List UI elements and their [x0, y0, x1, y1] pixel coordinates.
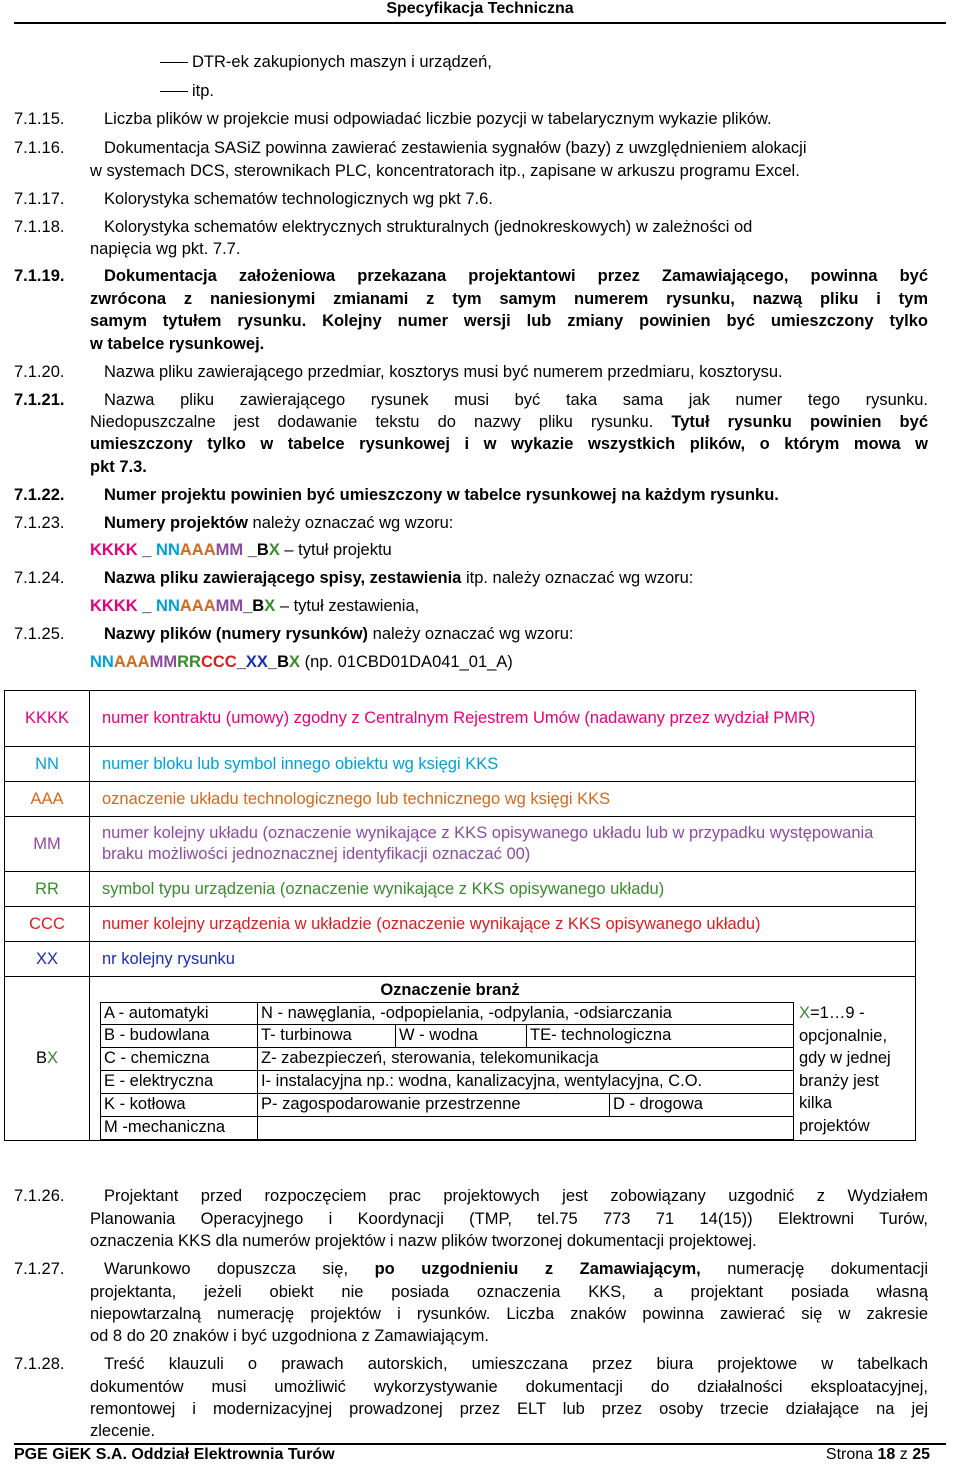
- page-label: Strona: [825, 1446, 878, 1463]
- branza-cell: D - drogowa: [609, 1093, 794, 1117]
- branza-cell: P- zagospodarowanie przestrzenne: [257, 1093, 610, 1117]
- x-note-line: gdy w jednej: [799, 1049, 891, 1067]
- table-row: [5, 782, 916, 817]
- desc-cell: nr kolejny rysunku: [90, 942, 916, 977]
- separator: _B: [267, 653, 289, 671]
- item-text-bold: po uzgodnieniu z Zamawiającym,: [374, 1260, 701, 1278]
- code-mm: MM: [215, 541, 244, 559]
- item-text: Nazwa pliku zawierającego przedmiar, kosztorys musi być numerem przedmiaru, kosztorysu.: [104, 363, 783, 381]
- item-text-bold: Tytuł rysunku powinien być: [671, 413, 928, 431]
- table-row: [5, 907, 916, 942]
- item-number: 7.1.28.: [14, 1355, 65, 1373]
- page-total: 25: [912, 1446, 930, 1463]
- branza-cell: Z- zabezpieczeń, sterowania, telekomunikacja: [257, 1047, 794, 1071]
- code-x: X: [799, 1004, 811, 1022]
- desc-cell: numer kontraktu (umowy) zgodny z Centralnym Rejestrem Umów (nadawany przez wydział PMR): [90, 691, 916, 747]
- item-text: [104, 512, 453, 534]
- item-text-bold: Nazwy plików (numery rysunków): [104, 625, 369, 643]
- table-row: [5, 942, 916, 977]
- table-row: [5, 691, 916, 747]
- page-current: 18: [877, 1446, 896, 1463]
- x-note-line: branży jest: [799, 1071, 879, 1090]
- item-text: [104, 567, 693, 589]
- x-note-line: [799, 1002, 909, 1025]
- format-pattern: [90, 595, 419, 617]
- table-row: [5, 817, 916, 872]
- page-sep: z: [895, 1446, 913, 1463]
- code-b: B: [35, 1049, 47, 1067]
- item-text: umieszczony tylko w tabelce rysunkowej i w wykazie wszystkich plików, o którym mowa w: [90, 435, 928, 453]
- desc-cell: numer kolejny urządzenia w układzie (oznaczenie wynikające z KKS opisywanego układu): [90, 907, 916, 942]
- branze-title: Oznaczenie branż: [380, 981, 520, 999]
- separator: _: [137, 541, 157, 559]
- code-kkkk: KKKK: [90, 597, 138, 615]
- item-text-part: należy oznaczać wg wzoru:: [247, 514, 454, 532]
- desc-cell: symbol typu urządzenia (oznaczenie wynikające z KKS opisywanego układu): [90, 872, 916, 907]
- item-text: od 8 do 20 znaków i być uzgodniona z Zamawiającym.: [90, 1327, 489, 1345]
- separator: _: [236, 653, 246, 671]
- item-text: Numer projektu powinien być umieszczony w tabelce rysunkowej na każdym rysunku.: [104, 486, 779, 504]
- footer-page-number: [826, 1446, 930, 1464]
- item-text: niepowtarzalną numerację projektów i rysunków. Liczba znaków powinna zawierać się w zakresie: [90, 1305, 928, 1323]
- item-text-part: Niedopuszczalne jest dodawanie tekstu do nazwy pliku rysunku.: [90, 413, 672, 431]
- code-nn: NN: [90, 653, 114, 671]
- item-text: napięcia wg pkt. 7.7.: [90, 240, 241, 258]
- item-number: 7.1.15.: [14, 110, 65, 128]
- item-number: 7.1.23.: [14, 514, 65, 532]
- item-text: [90, 411, 928, 433]
- format-pattern: [90, 539, 392, 561]
- code-cell: RR: [5, 872, 90, 907]
- pattern-tail: (np. 01CBD01DA041_01_A): [300, 653, 513, 671]
- item-text: Planowania Operacyjnego i Koordynacji (TMP, tel.75 773 71 14(15)) Elektrowni Turów,: [90, 1210, 928, 1228]
- item-text: [104, 623, 574, 645]
- item-number: 7.1.24.: [14, 569, 65, 587]
- table-row: [5, 872, 916, 907]
- code-cell: [5, 977, 90, 1141]
- code-ccc: CCC: [200, 653, 237, 671]
- code-x: X: [47, 1049, 59, 1067]
- code-nn: NN: [156, 597, 180, 615]
- item-number: 7.1.21.: [14, 391, 65, 409]
- branza-cell: B - budowlana: [100, 1024, 258, 1048]
- item-text: Nazwa pliku zawierającego rysunek musi być taka sama jak numer tego rysunku.: [104, 391, 928, 409]
- item-number: 7.1.20.: [14, 363, 65, 381]
- code-aaa: AAA: [179, 541, 216, 559]
- item-number: 7.1.19.: [14, 267, 65, 285]
- separator: _B: [243, 541, 269, 559]
- code-aaa: AAA: [113, 653, 150, 671]
- item-number: 7.1.16.: [14, 139, 65, 157]
- item-number: 7.1.27.: [14, 1260, 65, 1278]
- bullet-item: itp.: [192, 82, 215, 100]
- code-cell: XX: [5, 942, 90, 977]
- x-note-line: opcjonalnie,: [799, 1026, 888, 1045]
- pattern-tail: – tytuł zestawienia,: [275, 597, 420, 615]
- item-text-part: numerację dokumentacji: [700, 1260, 928, 1278]
- branze-block: [100, 976, 912, 1140]
- code-xx: XX: [245, 653, 268, 671]
- item-text: w systemach DCS, sterownikach PLC, koncentratorach itp., zapisane w arkuszu programu Excel.: [90, 162, 800, 180]
- desc-cell: numer kolejny układu (oznaczenie wynikające z KKS opisywanego układu lub w przypadku występowania braku możliwości jednoznacznej identyfikacji oznaczać 00): [90, 817, 916, 872]
- item-text: [104, 1258, 928, 1280]
- code-x: X: [268, 541, 280, 559]
- branza-cell: T- turbinowa: [257, 1024, 396, 1048]
- branza-cell: TE- technologiczna: [526, 1024, 794, 1048]
- branza-cell: E - elektryczna: [100, 1070, 258, 1094]
- item-text: Liczba plików w projekcie musi odpowiadać liczbie pozycji w tabelarycznym wykazie plików.: [104, 110, 772, 128]
- desc-cell: oznaczenie układu technologicznego lub technicznego wg księgi KKS: [90, 782, 916, 817]
- item-text: Kolorystyka schematów elektrycznych strukturalnych (jednokreskowych) w zależności od: [104, 218, 753, 236]
- item-text-part: Warunkowo dopuszcza się,: [104, 1260, 375, 1278]
- footer-divider: [14, 1443, 946, 1445]
- item-number: 7.1.22.: [14, 486, 65, 504]
- separator: _B: [243, 597, 265, 615]
- code-x: X: [264, 597, 276, 615]
- code-nn: NN: [156, 541, 180, 559]
- header-divider: [14, 22, 946, 24]
- item-text-bold: Nazwa pliku zawierającego spisy, zestawienia: [104, 569, 462, 587]
- branza-cell: K - kotłowa: [100, 1093, 258, 1117]
- x-note: [799, 1002, 909, 1137]
- code-aaa: AAA: [179, 597, 216, 615]
- code-kkkk: KKKK: [90, 541, 138, 559]
- bullet-dash: [160, 62, 188, 63]
- code-cell: AAA: [5, 782, 90, 817]
- item-number: 7.1.17.: [14, 190, 65, 208]
- branza-cell: A - automatyki: [100, 1002, 258, 1025]
- code-x: X: [288, 653, 300, 671]
- code-mm: MM: [149, 653, 178, 671]
- item-text: samym tytułem rysunku. Kolejny numer wersji lub zmiany powinien być umieszczony tylko: [90, 312, 928, 330]
- code-cell: KKKK: [5, 691, 90, 747]
- item-text: pkt 7.3.: [90, 458, 147, 476]
- item-text: zwrócona z naniesionymi zmianami z tym samym numerem rysunku, nazwą pliku i tym: [90, 290, 928, 308]
- item-text: Projektant przed rozpoczęciem prac projektowych jest zobowiązany uzgodnić z Wydziałem: [104, 1187, 928, 1205]
- item-text: projektanta, jeżeli obiekt nie posiada oznaczenia KKS, a projektant posiada własną: [90, 1283, 928, 1301]
- bullet-item: DTR-ek zakupionych maszyn i urządzeń,: [192, 53, 492, 71]
- x-note-line: projektów: [799, 1116, 870, 1135]
- branza-cell: I- instalacyjna np.: wodna, kanalizacyjna, wentylacyjna, C.O.: [257, 1070, 794, 1094]
- item-text-part: itp. należy oznaczać wg wzoru:: [461, 569, 694, 587]
- branza-cell: N - nawęglania, -odpopielania, -odpylania, -odsiarczania: [257, 1002, 794, 1025]
- format-pattern: [90, 651, 513, 673]
- item-text: oznaczenia KKS dla numerów projektów i nazw plików tworzonej dokumentacji projektowej.: [90, 1232, 757, 1250]
- desc-cell: numer bloku lub symbol innego obiektu wg księgi KKS: [90, 747, 916, 782]
- item-text: Dokumentacja założeniowa przekazana projektantowi przez Zamawiającego, powinna być: [104, 267, 928, 285]
- item-text: Treść klauzuli o prawach autorskich, umieszczana przez biura projektowe w tabelkach: [104, 1355, 928, 1373]
- page-header-title: Specyfikacja Techniczna: [386, 0, 574, 17]
- item-number: 7.1.26.: [14, 1187, 65, 1205]
- item-text: zlecenie.: [90, 1422, 156, 1440]
- branza-cell: C - chemiczna: [100, 1047, 258, 1071]
- x-note-line: kilka: [799, 1094, 833, 1112]
- code-rr: RR: [177, 653, 201, 671]
- code-mm: MM: [215, 597, 244, 615]
- table-row: [5, 747, 916, 782]
- branza-cell: M -mechaniczna: [100, 1116, 258, 1140]
- item-text: remontowej i modernizacyjnej prowadzonej przez ELT lub przez osoby trzecie działające na jej: [90, 1400, 928, 1418]
- code-cell: NN: [5, 747, 90, 782]
- item-number: 7.1.18.: [14, 218, 65, 236]
- item-text-part: należy oznaczać wg wzoru:: [368, 625, 574, 643]
- x-note-text: =1…9 -: [810, 1004, 865, 1022]
- item-text: Dokumentacja SASiZ powinna zawierać zestawienia sygnałów (bazy) z uwzględnieniem alokacji: [104, 139, 807, 157]
- code-cell: MM: [5, 817, 90, 872]
- item-text: dokumentów musi umożliwić wykorzystywanie dokumentacji do działalności eksploatacyjnej,: [90, 1378, 928, 1396]
- item-text: w tabelce rysunkowej.: [90, 335, 265, 353]
- code-cell: CCC: [5, 907, 90, 942]
- item-text: Kolorystyka schematów technologicznych wg pkt 7.6.: [104, 190, 493, 208]
- branza-cell: W - wodna: [395, 1024, 527, 1048]
- item-text-bold: Numery projektów: [104, 514, 248, 532]
- footer-company: PGE GiEK S.A. Oddział Elektrownia Turów: [14, 1446, 335, 1463]
- separator: _: [137, 597, 157, 615]
- item-number: 7.1.25.: [14, 625, 65, 643]
- branza-cell: [257, 1116, 794, 1140]
- pattern-tail: – tytuł projektu: [279, 541, 392, 559]
- bullet-dash: [160, 91, 188, 92]
